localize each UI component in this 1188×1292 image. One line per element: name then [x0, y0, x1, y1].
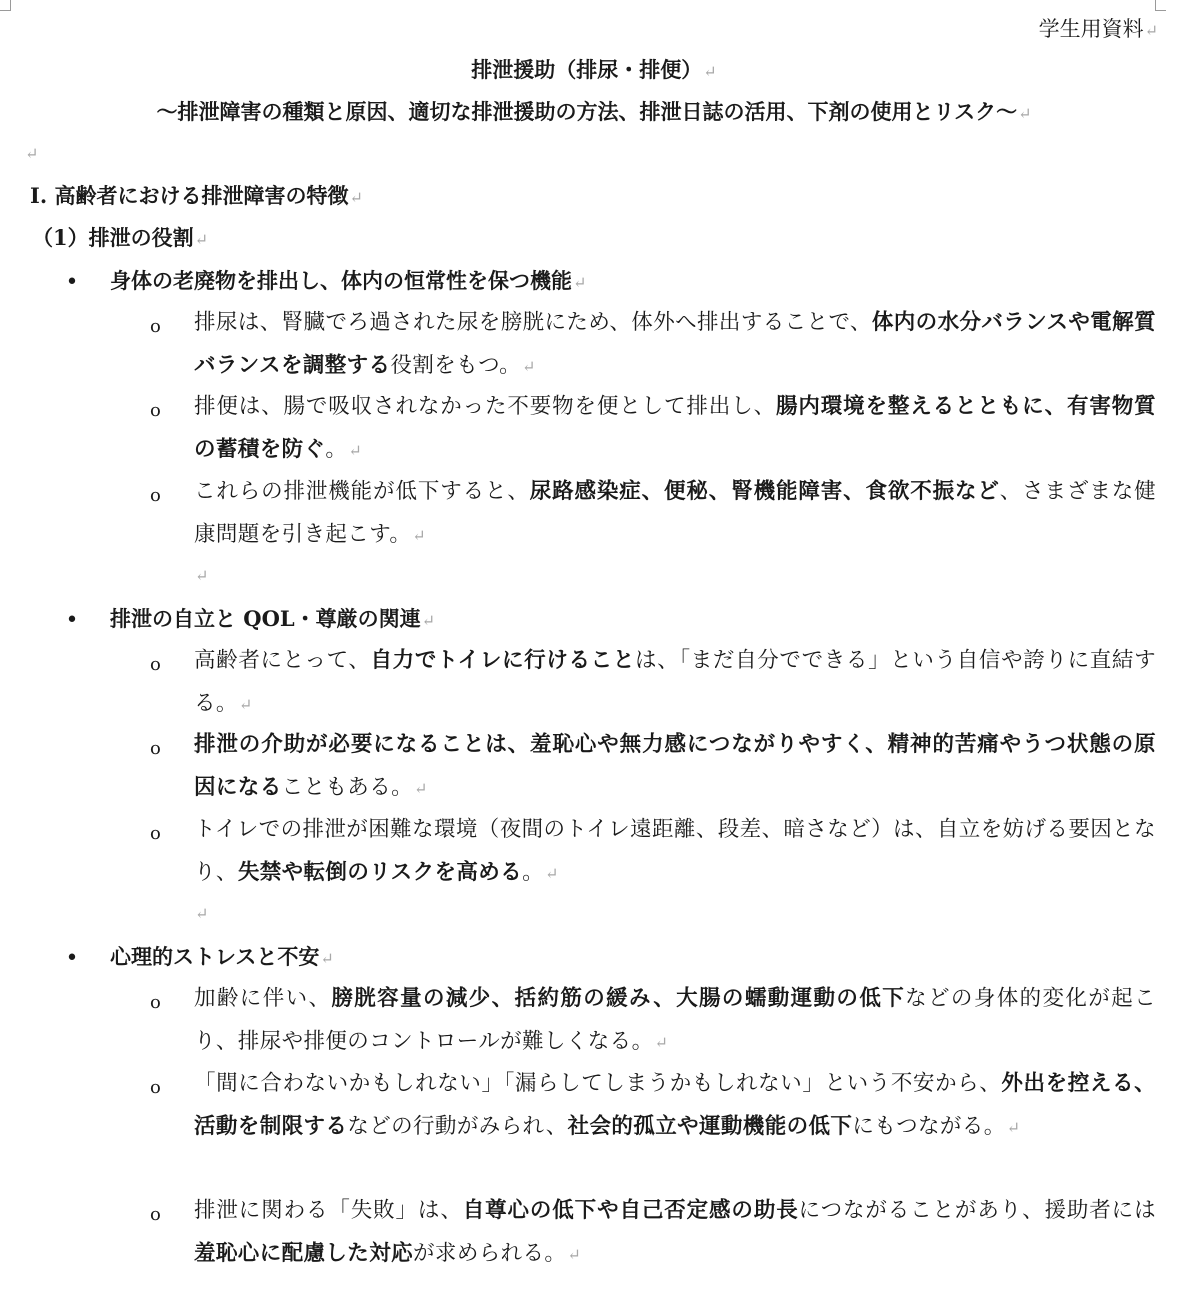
empty-paragraph [194, 566, 208, 586]
paragraph-mark [195, 230, 208, 249]
paragraph-mark [195, 904, 208, 923]
paragraph-mark [654, 1033, 668, 1052]
sub-bullet-marker: o [150, 485, 161, 506]
paragraph-mark [320, 949, 333, 968]
bullet-title: 身体の老廃物を排出し、体内の恒常性を保つ機能 ↵ [110, 266, 586, 298]
page-corner-mark [0, 0, 11, 11]
paragraph-mark [1018, 104, 1031, 123]
paragraph-mark [1145, 21, 1158, 40]
paragraph-mark [349, 188, 362, 207]
empty-paragraph [24, 144, 38, 164]
list-item: 排泄に関わる「失敗」は、自尊心の低下や自己否定感の助長につながることがあり、援助者には羞恥心に配慮した対応が求められる。 ↵ [194, 1190, 1156, 1276]
list-item: これらの排泄機能が低下すると、尿路感染症、便秘、腎機能障害、食欲不振など、さまざまな健康問題を引き起こす。 ↵ [194, 471, 1156, 557]
paragraph-mark [567, 1245, 581, 1264]
sub-bullet-marker: o [150, 823, 161, 844]
subsection-heading: （1）排泄の役割 ↵ [32, 223, 208, 255]
list-item: 排泄の介助が必要になることは、羞恥心や無力感につながりやすく、精神的苦痛やうつ状態の原因になることもある。 ↵ [194, 724, 1156, 810]
sub-bullet-marker: o [150, 1204, 161, 1225]
paragraph-mark [239, 695, 253, 714]
list-item: 「間に合わないかもしれない」「漏らしてしまうかもしれない」という不安から、外出を控える、活動を制限するなどの行動がみられ、社会的孤立や運動機能の低下にもつながる。 ↵ [194, 1063, 1156, 1149]
paragraph-mark [414, 779, 428, 798]
paragraph-mark [1007, 1118, 1021, 1137]
sub-bullet-marker: o [150, 316, 161, 337]
empty-paragraph [194, 904, 208, 924]
page-subtitle: ～排泄障害の種類と原因、適切な排泄援助の方法、排泄日誌の活用、下剤の使用とリスク～ ↵ [0, 97, 1188, 129]
paragraph-mark [545, 864, 559, 883]
paragraph-mark [573, 273, 586, 292]
sub-bullet-marker: o [150, 1077, 161, 1098]
section-heading: Ⅰ. 高齢者における排泄障害の特徴 ↵ [30, 181, 363, 213]
paragraph-mark [412, 526, 426, 545]
paragraph-mark [25, 144, 38, 163]
bullet-marker: • [65, 946, 79, 971]
sub-bullet-marker: o [150, 654, 161, 675]
list-item: 排便は、腸で吸収されなかった不要物を便として排出し、腸内環境を整えるとともに、有害物質の蓄積を防ぐ。 ↵ [194, 386, 1156, 472]
page-title: 排泄援助（排尿・排便） ↵ [0, 55, 1188, 87]
paragraph-mark [348, 441, 362, 460]
list-item: 加齢に伴い、膀胱容量の減少、括約筋の緩み、大腸の蠕動運動の低下などの身体的変化が起こり、排尿や排便のコントロールが難しくなる。 ↵ [194, 978, 1156, 1064]
paragraph-mark [422, 611, 435, 630]
list-item: 高齢者にとって、自力でトイレに行けることは、「まだ自分でできる」という自信や誇りに直結する。 ↵ [194, 640, 1156, 726]
sub-bullet-marker: o [150, 738, 161, 759]
bullet-marker: • [65, 608, 79, 633]
bullet-title: 排泄の自立と QOL・尊厳の関連 ↵ [110, 604, 435, 636]
bullet-marker: • [65, 270, 79, 295]
list-item: 排尿は、腎臓でろ過された尿を膀胱にため、体外へ排出することで、体内の水分バランスや電解質バランスを調整する役割をもつ。 ↵ [194, 302, 1156, 388]
document-label: 学生用資料 ↵ [1039, 14, 1158, 46]
paragraph-mark [703, 62, 716, 81]
sub-bullet-marker: o [150, 400, 161, 421]
page-corner-mark [1155, 0, 1166, 11]
list-item: トイレでの排泄が困難な環境（夜間のトイレ遠距離、段差、暗さなど）は、自立を妨げる要因となり、失禁や転倒のリスクを高める。 ↵ [194, 809, 1156, 895]
paragraph-mark [522, 357, 536, 376]
paragraph-mark [195, 566, 208, 585]
bullet-title: 心理的ストレスと不安 ↵ [110, 942, 334, 974]
sub-bullet-marker: o [150, 992, 161, 1013]
